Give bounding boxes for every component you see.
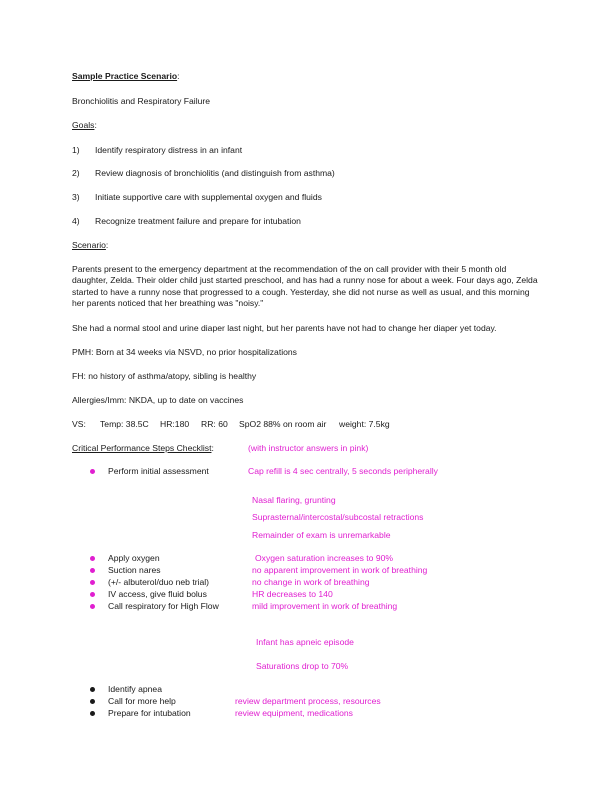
goal-text: Initiate supportive care with supplemental oxygen and fluids [95,192,322,202]
vitals-label: VS: [72,419,86,429]
bullet-icon [90,687,95,692]
instructor-answer: no change in work of breathing [252,577,370,587]
scenario-heading [72,240,108,250]
goal-text: Identify respiratory distress in an infant [95,145,243,155]
goals-label: Goals [72,120,95,130]
checklist-step: Prepare for intubation [108,708,191,718]
checklist-step: Call for more help [108,696,176,706]
vitals-hr: HR:180 [160,419,190,429]
checklist-step: Perform initial assessment [108,466,209,476]
vitals-rr: RR: 60 [201,419,228,429]
stool-paragraph: She had a normal stool and urine diaper last night, but her parents have not had to change her diaper yet today. [72,323,497,333]
instructor-answer: Suprasternal/intercostal/subcostal retractions [252,512,424,522]
bullet-icon [90,592,95,597]
bullet-icon [90,604,95,609]
bullet-icon [90,556,95,561]
checklist-step: Call respiratory for High Flow [108,601,219,611]
page-title [72,71,179,81]
scenario-event: Saturations drop to 70% [256,661,349,671]
scenario-colon: : [105,240,109,250]
instructor-answer: no apparent improvement in work of breathing [252,565,428,575]
instructor-note-text: (with instructor answers in pink) [248,443,369,453]
instructor-answer: Cap refill is 4 sec centrally, 5 seconds peripherally [248,466,438,476]
goal-text: Recognize treatment failure and prepare for intubation [95,216,301,226]
checklist-step: Identify apnea [108,684,162,694]
scenario-event: Infant has apneic episode [256,637,354,647]
scenario-label: Scenario [72,240,106,250]
checklist-colon: : [211,443,214,453]
bullet-icon [90,469,95,474]
goal-number: 1) [72,145,80,155]
instructor-answer: Remainder of exam is unremarkable [252,530,391,540]
instructor-answer: Nasal flaring, grunting [252,495,336,505]
checklist-step: IV access, give fluid bolus [108,589,207,599]
checklist-step: (+/- albuterol/duo neb trial) [108,577,210,587]
vitals-spo2: SpO2 88% on room air [239,419,327,429]
goal-text: Review diagnosis of bronchiolitis (and distinguish from asthma) [95,168,335,178]
bullet-icon [90,699,95,704]
pmh-line: PMH: Born at 34 weeks via NSVD, no prior hospitalizations [72,347,297,357]
allergies-line: Allergies/Imm: NKDA, up to date on vaccines [72,395,244,405]
instructor-answer: review department process, resources [235,696,381,706]
page-title-colon: : [177,71,180,81]
goal-number: 4) [72,216,80,226]
checklist-heading [72,443,214,453]
scenario-subtitle: Bronchiolitis and Respiratory Failure [72,96,211,106]
instructor-answer: review equipment, medications [235,708,353,718]
instructor-answer: mild improvement in work of breathing [252,601,398,611]
instructor-answer: Oxygen saturation increases to 90% [255,553,394,563]
goals-heading [72,120,97,130]
instructor-note [248,443,368,453]
vitals-temp: Temp: 38.5C [100,419,149,429]
instructor-answer: HR decreases to 140 [252,589,333,599]
checklist-step: Suction nares [108,565,161,575]
checklist-step: Apply oxygen [108,553,160,563]
goals-colon: : [94,120,97,130]
fh-line: FH: no history of asthma/atopy, sibling is healthy [72,371,257,381]
goal-number: 3) [72,192,80,202]
vitals-weight: weight: 7.5kg [339,419,390,429]
bullet-icon [90,568,95,573]
goal-number: 2) [72,168,80,178]
checklist-label: Critical Performance Steps Checklist [72,443,212,453]
page-title-text: Sample Practice Scenario [72,71,178,81]
bullet-icon [90,711,95,716]
bullet-icon [90,580,95,585]
scenario-paragraph: Parents present to the emergency department at the recommendation of the on call provider with their 5 month old daughter, Zelda. Their older child just started preschool, and has had a runny nose for about a week. Four days ago, Zelda started to have a runny nose that progressed to a cough. Yesterday, she did not nurse as well as usual, and this morning her parents noticed that her breathing was "noisy." [72,264,538,309]
